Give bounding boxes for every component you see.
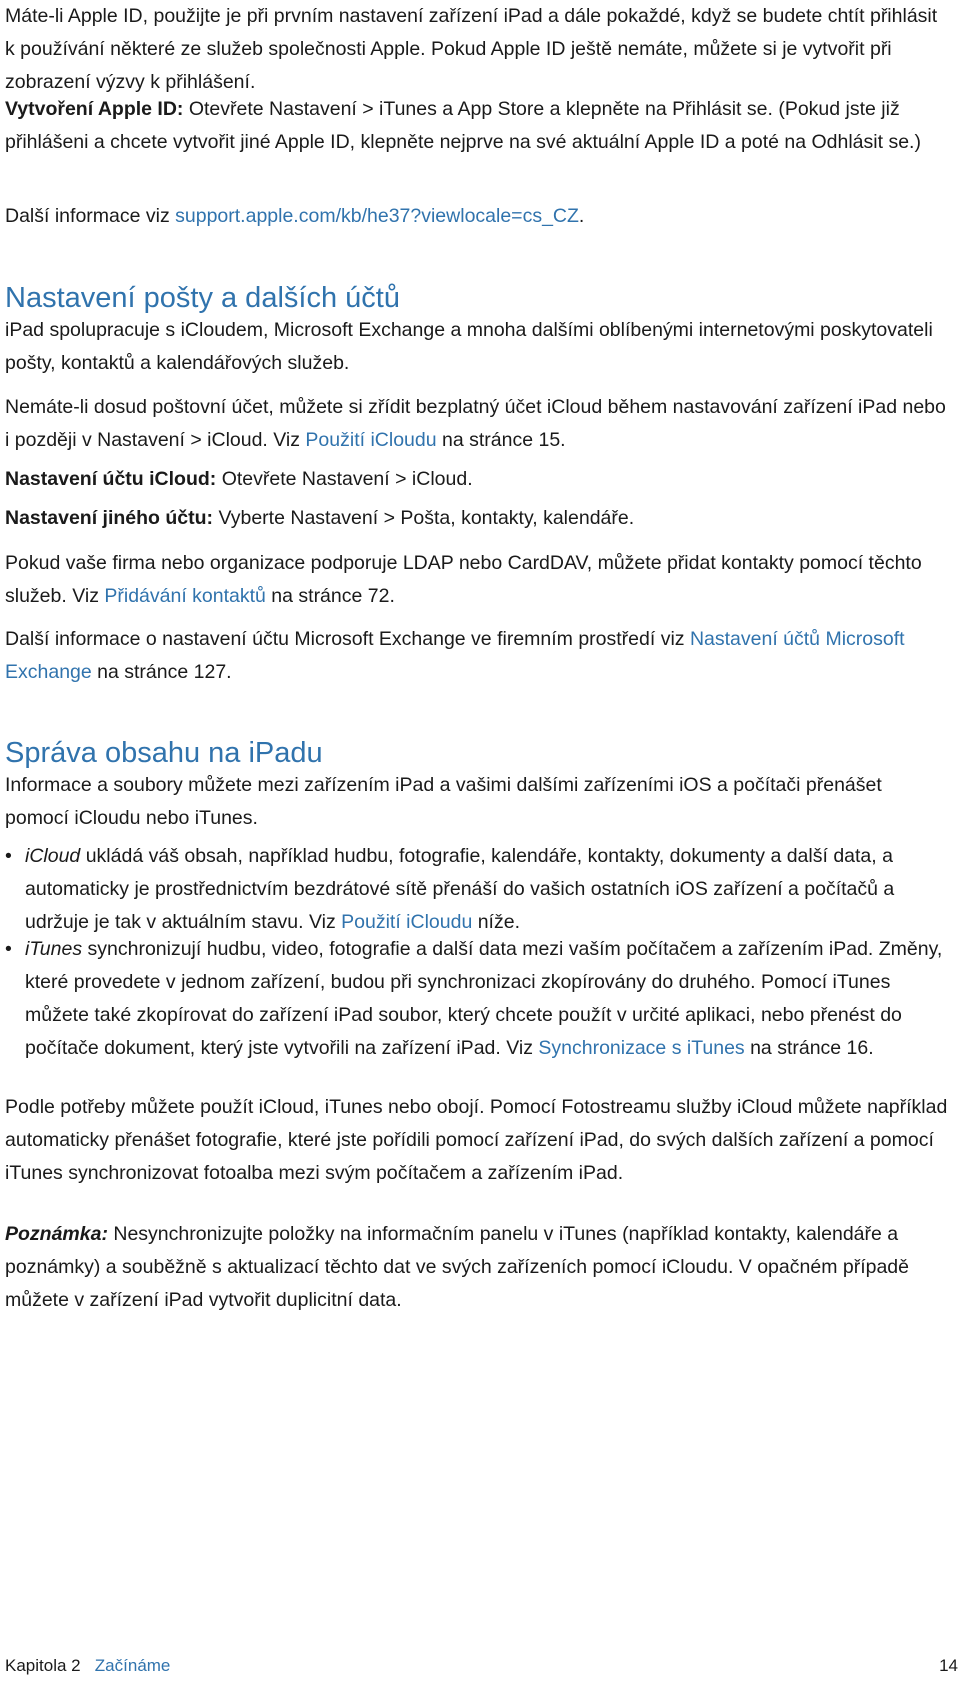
create-apple-id-paragraph: [5, 93, 950, 159]
content-usage-paragraph: Podle potřeby můžete použít iCloud, iTunes nebo obojí. Pomocí Fotostreamu služby iCloud můžete například automaticky přenášet fotografie, které jste pořídili pomocí zařízení iPad, do svých dalších zařízení a pomocí iTunes synchronizovat fotoalba mezi svým počítačem a zařízením iPad.: [5, 1096, 948, 1184]
using-icloud-link-2[interactable]: Použití iCloudu: [341, 911, 473, 933]
support-link[interactable]: support.apple.com/kb/he37?viewlocale=cs_CZ: [175, 205, 579, 227]
note-label: Poznámka:: [5, 1223, 108, 1245]
ldap-text-b: na stránce 72.: [265, 585, 395, 607]
exchange-text-b: na stránce 127.: [91, 661, 232, 683]
footer-chapter: Kapitola 2: [5, 1656, 81, 1675]
content-intro-paragraph: Informace a soubory můžete mezi zařízením iPad a vašimi dalšími zařízeními iOS a počítači přenášet pomocí iCloudu nebo iTunes.: [5, 774, 882, 829]
create-apple-id-label: Vytvoření Apple ID:: [5, 98, 184, 120]
bullet-icloud-text: [25, 840, 950, 939]
ldap-paragraph: [5, 547, 950, 613]
page-footer: [5, 1655, 958, 1677]
exchange-paragraph: [5, 623, 950, 689]
using-icloud-link[interactable]: Použití iCloudu: [305, 429, 437, 451]
more-info-suffix: .: [578, 205, 585, 227]
mail-intro-paragraph: iPad spolupracuje s iCloudem, Microsoft Exchange a mnoha dalšími oblíbenými internetovými poskytovateli pošty, kontaktů a kalendářových služeb.: [5, 319, 933, 374]
icloud-setup-label: Nastavení účtu iCloud:: [5, 468, 217, 490]
exchange-setup-link[interactable]: Nastavení účtů Microsoft Exchange: [5, 628, 905, 683]
note-text: Nesynchronizujte položky na informačním panelu v iTunes (například kontakty, kalendáře a poznámky) a souběžně s aktualizací těchto dat ve svých zařízeních pomocí iCloudu. V opačném případě můžete v zařízení iPad vytvořit duplicitní data.: [5, 1223, 909, 1311]
other-account-label: Nastavení jiného účtu:: [5, 507, 214, 529]
intro-paragraph: Máte-li Apple ID, použijte je při prvním nastavení zařízení iPad a dále pokaždé, když se budete chtít přihlásit k používání některé ze služeb společnosti Apple. Pokud Apple ID ještě nemáte, můžete si je vytvořit při zobrazení výzvy k přihlášení.: [5, 5, 938, 93]
bullet-icon: •: [5, 938, 12, 960]
icloud-setup-text: Otevřete Nastavení > iCloud.: [216, 468, 473, 490]
sync-itunes-link[interactable]: Synchronizace s iTunes: [538, 1037, 745, 1059]
bullet-itunes-text: [25, 933, 950, 1065]
icloud-term: iCloud: [25, 845, 81, 867]
bullet-itunes-text-b: na stránce 16.: [744, 1037, 874, 1059]
page-number: 14: [939, 1656, 958, 1675]
mail-section-heading: Nastavení pošty a dalších účtů: [5, 282, 400, 314]
content-section-heading: Správa obsahu na iPadu: [5, 737, 323, 769]
other-account-paragraph: [5, 502, 950, 535]
other-account-text: Vyberte Nastavení > Pošta, kontakty, kalendáře.: [213, 507, 635, 529]
exchange-text-a: Další informace o nastavení účtu Microsoft Exchange ve firemním prostředí viz: [5, 628, 690, 650]
mail-account-text-b: na stránce 15.: [436, 429, 566, 451]
mail-account-paragraph: [5, 391, 950, 457]
more-info-prefix: Další informace viz: [5, 205, 176, 227]
mail-account-text-a: Nemáte-li dosud poštovní účet, můžete si zřídit bezplatný účet iCloud během nastavování zařízení iPad nebo i později v Nastavení > iCloud. Viz: [5, 396, 946, 451]
bullet-icloud-text-a: ukládá váš obsah, například hudbu, fotografie, kalendáře, kontakty, dokumenty a další data, a automaticky je prostřednictvím bezdrátové sítě přenáší do vašich ostatních iOS zařízení a počítačů a udržuje je tak v aktuálním stavu. Viz: [25, 845, 895, 933]
ldap-text-a: Pokud vaše firma nebo organizace podporuje LDAP nebo CardDAV, můžete přidat kontakty pomocí těchto služeb. Viz: [5, 552, 922, 607]
icloud-setup-paragraph: [5, 463, 950, 496]
bullet-icon: •: [5, 845, 12, 867]
note-paragraph: [5, 1218, 950, 1317]
adding-contacts-link[interactable]: Přidávání kontaktů: [104, 585, 266, 607]
more-info-paragraph: [5, 200, 950, 233]
bullet-icloud-text-b: níže.: [472, 911, 520, 933]
bullet-itunes-text-a: synchronizují hudbu, video, fotografie a další data mezi vaším počítačem a zařízením iPad. Změny, které provedete v jednom zařízení, budou při synchronizaci zkopírovány do druhého. Pomocí iTunes můžete také zkopírovat do zařízení iPad soubor, který chcete použít v určité aplikaci, nebo přenést do počítače dokument, který jste vytvořili na zařízení iPad. Viz: [25, 938, 943, 1059]
create-apple-id-text: Otevřete Nastavení > iTunes a App Store a klepněte na Přihlásit se. (Pokud jste již přihlášeni a chcete vytvořit jiné Apple ID, klepněte nejprve na své aktuální Apple ID a poté na Odhlásit se.): [5, 98, 921, 153]
footer-chapter-link[interactable]: Začínáme: [94, 1656, 171, 1675]
itunes-term: iTunes: [25, 938, 83, 960]
